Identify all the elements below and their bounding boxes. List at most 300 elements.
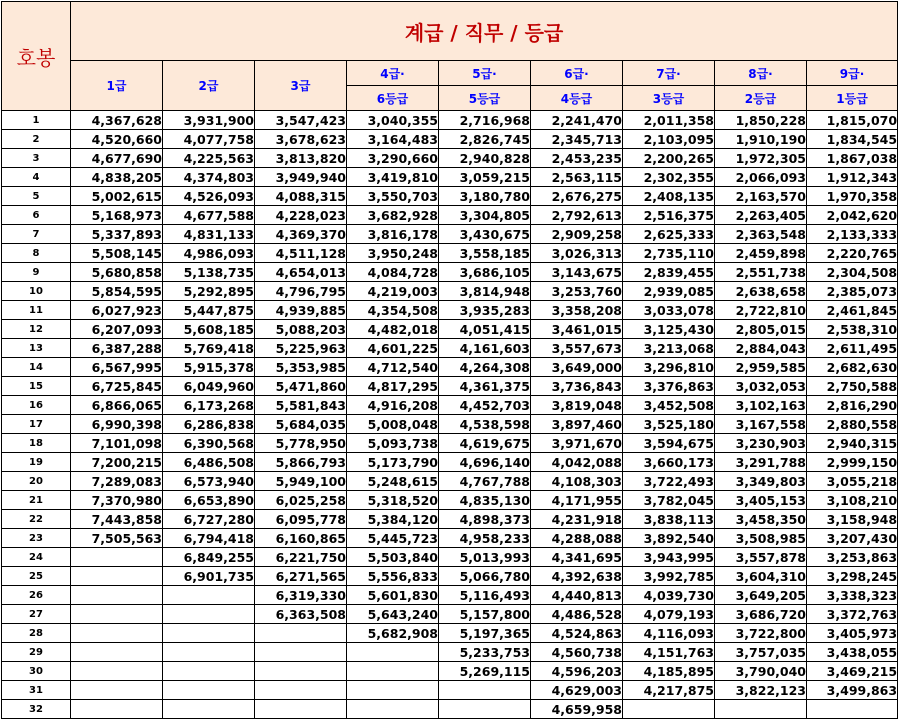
salary-cell: 4,077,758 (163, 130, 255, 149)
salary-cell: 4,264,308 (439, 358, 531, 377)
salary-cell: 4,629,003 (531, 681, 623, 700)
salary-cell: 3,376,863 (623, 377, 715, 396)
salary-cell: 6,653,890 (163, 491, 255, 510)
salary-cell: 3,125,430 (623, 320, 715, 339)
salary-cell: 4,367,628 (71, 111, 163, 130)
hobong-cell: 26 (2, 586, 71, 605)
table-row (2, 377, 898, 396)
salary-cell: 3,055,218 (807, 472, 898, 491)
grade-column-subheader: 6등급 (347, 86, 439, 111)
salary-cell: 5,008,048 (347, 415, 439, 434)
salary-cell: 5,197,365 (439, 624, 531, 643)
salary-cell: 5,445,723 (347, 529, 439, 548)
salary-cell: 4,677,690 (71, 149, 163, 168)
salary-cell (71, 662, 163, 681)
salary-cell: 3,722,493 (623, 472, 715, 491)
salary-cell: 6,849,255 (163, 548, 255, 567)
salary-cell: 3,230,903 (715, 434, 807, 453)
table-row (2, 168, 898, 187)
salary-cell: 4,831,133 (163, 225, 255, 244)
salary-cell (71, 586, 163, 605)
salary-cell: 7,200,215 (71, 453, 163, 472)
salary-cell (71, 567, 163, 586)
table-row (2, 567, 898, 586)
salary-cell: 3,971,670 (531, 434, 623, 453)
salary-cell: 3,550,703 (347, 187, 439, 206)
salary-cell: 3,207,430 (807, 529, 898, 548)
salary-cell (71, 624, 163, 643)
salary-cell: 4,374,803 (163, 168, 255, 187)
salary-cell: 6,095,778 (255, 510, 347, 529)
salary-cell: 4,225,563 (163, 149, 255, 168)
salary-cell: 4,835,130 (439, 491, 531, 510)
salary-cell: 2,538,310 (807, 320, 898, 339)
salary-cell: 1,867,038 (807, 149, 898, 168)
salary-cell: 4,228,023 (255, 206, 347, 225)
salary-cell: 2,516,375 (623, 206, 715, 225)
salary-cell (163, 700, 255, 719)
grade-column-header: 8급· (715, 61, 807, 86)
grade-column-subheader: 4등급 (531, 86, 623, 111)
table-row (2, 149, 898, 168)
hobong-cell: 6 (2, 206, 71, 225)
salary-cell: 4,171,955 (531, 491, 623, 510)
hobong-cell: 28 (2, 624, 71, 643)
salary-cell: 3,180,780 (439, 187, 531, 206)
salary-cell: 3,949,940 (255, 168, 347, 187)
salary-cell: 4,520,660 (71, 130, 163, 149)
salary-cell (163, 643, 255, 662)
salary-cell: 2,363,548 (715, 225, 807, 244)
salary-cell: 3,164,483 (347, 130, 439, 149)
hobong-cell: 25 (2, 567, 71, 586)
salary-cell: 5,138,735 (163, 263, 255, 282)
hobong-cell: 5 (2, 187, 71, 206)
salary-cell: 2,792,613 (531, 206, 623, 225)
salary-cell: 2,959,585 (715, 358, 807, 377)
table-row (2, 111, 898, 130)
salary-cell: 2,453,235 (531, 149, 623, 168)
hobong-cell: 32 (2, 700, 71, 719)
table-row (2, 453, 898, 472)
salary-cell: 1,850,228 (715, 111, 807, 130)
salary-cell: 6,573,940 (163, 472, 255, 491)
salary-cell: 5,173,790 (347, 453, 439, 472)
salary-cell: 1,970,358 (807, 187, 898, 206)
salary-cell: 6,486,508 (163, 453, 255, 472)
salary-cell: 3,143,675 (531, 263, 623, 282)
hobong-cell: 27 (2, 605, 71, 624)
salary-cell (439, 681, 531, 700)
salary-cell: 4,185,895 (623, 662, 715, 681)
salary-cell: 3,298,245 (807, 567, 898, 586)
salary-cell (163, 586, 255, 605)
table-row (2, 548, 898, 567)
grade-column-subheader: 5등급 (439, 86, 531, 111)
salary-cell: 5,680,858 (71, 263, 163, 282)
salary-cell: 3,108,210 (807, 491, 898, 510)
table-row (2, 643, 898, 662)
salary-cell: 1,972,305 (715, 149, 807, 168)
salary-cell: 3,499,863 (807, 681, 898, 700)
table-header (2, 2, 898, 111)
salary-cell: 5,684,035 (255, 415, 347, 434)
salary-cell: 5,556,833 (347, 567, 439, 586)
salary-cell: 4,219,003 (347, 282, 439, 301)
salary-cell: 5,318,520 (347, 491, 439, 510)
salary-cell: 3,822,123 (715, 681, 807, 700)
salary-cell: 2,133,333 (807, 225, 898, 244)
salary-cell: 6,866,065 (71, 396, 163, 415)
grade-column-header: 4급· (347, 61, 439, 86)
salary-cell: 3,167,558 (715, 415, 807, 434)
salary-cell: 2,722,810 (715, 301, 807, 320)
salary-cell: 2,163,570 (715, 187, 807, 206)
table-row (2, 282, 898, 301)
grade-column-header: 3급 (255, 61, 347, 111)
salary-cell: 4,440,813 (531, 586, 623, 605)
table-row (2, 434, 898, 453)
salary-cell: 3,892,540 (623, 529, 715, 548)
salary-cell: 4,654,013 (255, 263, 347, 282)
salary-cell: 4,796,795 (255, 282, 347, 301)
salary-cell: 2,200,265 (623, 149, 715, 168)
hobong-cell: 16 (2, 396, 71, 415)
salary-cell: 3,547,423 (255, 111, 347, 130)
salary-cell: 3,722,800 (715, 624, 807, 643)
salary-cell: 4,538,598 (439, 415, 531, 434)
salary-cell: 4,161,603 (439, 339, 531, 358)
salary-cell: 4,354,508 (347, 301, 439, 320)
hobong-cell: 20 (2, 472, 71, 491)
salary-cell: 5,447,875 (163, 301, 255, 320)
salary-cell: 2,880,558 (807, 415, 898, 434)
salary-cell: 5,157,800 (439, 605, 531, 624)
salary-cell: 5,769,418 (163, 339, 255, 358)
salary-cell: 4,116,093 (623, 624, 715, 643)
salary-cell: 2,625,333 (623, 225, 715, 244)
salary-cell: 5,854,595 (71, 282, 163, 301)
salary-cell: 5,643,240 (347, 605, 439, 624)
grade-column-header: 5급· (439, 61, 531, 86)
salary-cell: 4,712,540 (347, 358, 439, 377)
hobong-cell: 19 (2, 453, 71, 472)
salary-cell: 3,604,310 (715, 567, 807, 586)
salary-cell: 2,805,015 (715, 320, 807, 339)
salary-cell: 5,682,908 (347, 624, 439, 643)
salary-cell: 2,011,358 (623, 111, 715, 130)
salary-cell (623, 700, 715, 719)
salary-cell: 2,816,290 (807, 396, 898, 415)
salary-cell: 4,986,093 (163, 244, 255, 263)
salary-cell: 4,217,875 (623, 681, 715, 700)
salary-cell: 3,040,355 (347, 111, 439, 130)
salary-cell (255, 624, 347, 643)
salary-cell: 3,452,508 (623, 396, 715, 415)
salary-cell: 5,608,185 (163, 320, 255, 339)
hobong-cell: 1 (2, 111, 71, 130)
salary-cell (347, 681, 439, 700)
grade-column-header: 9급· (807, 61, 898, 86)
salary-cell: 4,088,315 (255, 187, 347, 206)
salary-cell: 3,291,788 (715, 453, 807, 472)
salary-cell: 5,601,830 (347, 586, 439, 605)
salary-cell: 4,084,728 (347, 263, 439, 282)
salary-cell: 5,225,963 (255, 339, 347, 358)
salary-cell: 5,866,793 (255, 453, 347, 472)
salary-cell: 5,013,993 (439, 548, 531, 567)
salary-cell: 4,042,088 (531, 453, 623, 472)
salary-cell: 3,469,215 (807, 662, 898, 681)
grade-column-header: 1급 (71, 61, 163, 111)
grade-column-header: 2급 (163, 61, 255, 111)
salary-cell: 5,292,895 (163, 282, 255, 301)
salary-cell: 3,372,763 (807, 605, 898, 624)
salary-cell: 4,486,528 (531, 605, 623, 624)
salary-cell: 3,557,673 (531, 339, 623, 358)
salary-cell: 4,482,018 (347, 320, 439, 339)
salary-cell: 2,939,085 (623, 282, 715, 301)
salary-cell: 2,304,508 (807, 263, 898, 282)
table-row (2, 187, 898, 206)
salary-cell: 6,319,330 (255, 586, 347, 605)
salary-cell: 2,750,588 (807, 377, 898, 396)
salary-cell: 2,241,470 (531, 111, 623, 130)
grade-column-header: 7급· (623, 61, 715, 86)
salary-cell: 3,438,055 (807, 643, 898, 662)
salary-cell: 3,508,985 (715, 529, 807, 548)
salary-cell: 2,066,093 (715, 168, 807, 187)
salary-cell: 5,088,203 (255, 320, 347, 339)
salary-cell: 4,838,205 (71, 168, 163, 187)
salary-cell: 7,101,098 (71, 434, 163, 453)
salary-cell: 2,461,845 (807, 301, 898, 320)
hobong-cell: 3 (2, 149, 71, 168)
table-row (2, 529, 898, 548)
hobong-cell: 10 (2, 282, 71, 301)
salary-cell: 3,660,173 (623, 453, 715, 472)
salary-cell: 6,025,258 (255, 491, 347, 510)
salary-cell: 5,353,985 (255, 358, 347, 377)
salary-cell: 5,233,753 (439, 643, 531, 662)
salary-cell: 2,909,258 (531, 225, 623, 244)
salary-cell: 2,735,110 (623, 244, 715, 263)
salary-cell: 4,601,225 (347, 339, 439, 358)
salary-cell: 6,049,960 (163, 377, 255, 396)
salary-cell: 2,385,073 (807, 282, 898, 301)
salary-cell: 2,263,405 (715, 206, 807, 225)
table-row (2, 301, 898, 320)
salary-cell: 4,392,638 (531, 567, 623, 586)
salary-cell: 3,736,843 (531, 377, 623, 396)
salary-cell: 3,213,068 (623, 339, 715, 358)
hobong-cell: 18 (2, 434, 71, 453)
hobong-cell: 24 (2, 548, 71, 567)
salary-cell: 3,458,350 (715, 510, 807, 529)
salary-cell: 3,678,623 (255, 130, 347, 149)
salary-cell: 3,649,205 (715, 586, 807, 605)
salary-cell: 4,079,193 (623, 605, 715, 624)
salary-cell (163, 662, 255, 681)
salary-cell: 1,834,545 (807, 130, 898, 149)
hobong-cell: 23 (2, 529, 71, 548)
salary-cell: 5,248,615 (347, 472, 439, 491)
hobong-cell: 14 (2, 358, 71, 377)
salary-cell (71, 605, 163, 624)
salary-cell: 4,288,088 (531, 529, 623, 548)
table-row (2, 681, 898, 700)
salary-cell: 3,686,105 (439, 263, 531, 282)
salary-cell: 4,916,208 (347, 396, 439, 415)
salary-cell: 3,931,900 (163, 111, 255, 130)
salary-cell: 5,949,100 (255, 472, 347, 491)
salary-cell: 4,231,918 (531, 510, 623, 529)
salary-cell: 2,884,043 (715, 339, 807, 358)
salary-cell: 3,757,035 (715, 643, 807, 662)
salary-cell (347, 662, 439, 681)
salary-cell (255, 700, 347, 719)
grade-column-subheader: 3등급 (623, 86, 715, 111)
table-row (2, 415, 898, 434)
grade-column-subheader: 1등급 (807, 86, 898, 111)
salary-cell: 5,093,738 (347, 434, 439, 453)
hobong-cell: 31 (2, 681, 71, 700)
salary-cell (807, 700, 898, 719)
salary-cell: 6,387,288 (71, 339, 163, 358)
table-row (2, 130, 898, 149)
salary-cell: 5,337,893 (71, 225, 163, 244)
salary-cell: 2,716,968 (439, 111, 531, 130)
salary-cell: 4,039,730 (623, 586, 715, 605)
hobong-header: 호봉 (2, 2, 71, 111)
table-row (2, 700, 898, 719)
hobong-cell: 7 (2, 225, 71, 244)
salary-cell: 5,915,378 (163, 358, 255, 377)
salary-cell: 4,659,958 (531, 700, 623, 719)
salary-cell (255, 662, 347, 681)
salary-cell: 4,511,128 (255, 244, 347, 263)
salary-cell: 4,898,373 (439, 510, 531, 529)
salary-cell: 3,033,078 (623, 301, 715, 320)
salary-cell: 3,026,313 (531, 244, 623, 263)
salary-cell: 3,686,720 (715, 605, 807, 624)
salary-cell: 3,813,820 (255, 149, 347, 168)
salary-cell: 2,042,620 (807, 206, 898, 225)
salary-cell: 3,594,675 (623, 434, 715, 453)
table-row (2, 491, 898, 510)
hobong-cell: 2 (2, 130, 71, 149)
salary-cell: 4,958,233 (439, 529, 531, 548)
salary-cell (347, 700, 439, 719)
salary-cell: 6,271,565 (255, 567, 347, 586)
grade-column-header: 6급· (531, 61, 623, 86)
table-row (2, 586, 898, 605)
salary-cell: 3,405,153 (715, 491, 807, 510)
salary-cell: 6,173,268 (163, 396, 255, 415)
salary-cell: 2,408,135 (623, 187, 715, 206)
salary-cell (715, 700, 807, 719)
salary-cell: 3,992,785 (623, 567, 715, 586)
hobong-cell: 4 (2, 168, 71, 187)
salary-cell: 4,151,763 (623, 643, 715, 662)
salary-cell: 3,253,760 (531, 282, 623, 301)
salary-cell (163, 681, 255, 700)
hobong-cell: 15 (2, 377, 71, 396)
salary-cell: 6,160,865 (255, 529, 347, 548)
hobong-cell: 8 (2, 244, 71, 263)
salary-cell: 2,638,658 (715, 282, 807, 301)
salary-cell: 4,677,588 (163, 206, 255, 225)
salary-cell: 1,815,070 (807, 111, 898, 130)
salary-cell: 2,999,150 (807, 453, 898, 472)
table-row (2, 472, 898, 491)
salary-cell: 2,682,630 (807, 358, 898, 377)
salary-cell: 2,676,275 (531, 187, 623, 206)
salary-cell: 3,950,248 (347, 244, 439, 263)
salary-cell: 6,286,838 (163, 415, 255, 434)
salary-cell: 2,940,315 (807, 434, 898, 453)
salary-cell: 4,361,375 (439, 377, 531, 396)
salary-cell: 2,220,765 (807, 244, 898, 263)
salary-cell: 3,935,283 (439, 301, 531, 320)
salary-cell: 5,503,840 (347, 548, 439, 567)
salary-cell: 6,794,418 (163, 529, 255, 548)
salary-cell: 3,814,948 (439, 282, 531, 301)
salary-cell: 5,269,115 (439, 662, 531, 681)
salary-cell: 5,581,843 (255, 396, 347, 415)
salary-cell: 4,817,295 (347, 377, 439, 396)
salary-cell: 4,108,303 (531, 472, 623, 491)
salary-cell: 4,369,370 (255, 225, 347, 244)
salary-cell (439, 700, 531, 719)
salary-cell: 3,649,000 (531, 358, 623, 377)
salary-cell: 3,059,215 (439, 168, 531, 187)
table-row (2, 358, 898, 377)
salary-cell: 2,826,745 (439, 130, 531, 149)
salary-cell: 1,910,190 (715, 130, 807, 149)
table-row (2, 510, 898, 529)
table-row (2, 605, 898, 624)
salary-cell (163, 624, 255, 643)
salary-cell: 5,002,615 (71, 187, 163, 206)
hobong-cell: 29 (2, 643, 71, 662)
salary-cell: 3,304,805 (439, 206, 531, 225)
salary-cell (163, 605, 255, 624)
salary-cell: 3,102,163 (715, 396, 807, 415)
salary-cell: 4,939,885 (255, 301, 347, 320)
salary-cell: 6,901,735 (163, 567, 255, 586)
salary-cell: 4,524,863 (531, 624, 623, 643)
salary-cell: 4,596,203 (531, 662, 623, 681)
salary-cell (71, 643, 163, 662)
hobong-cell: 17 (2, 415, 71, 434)
salary-cell: 3,897,460 (531, 415, 623, 434)
salary-cell (255, 681, 347, 700)
salary-cell: 3,943,995 (623, 548, 715, 567)
hobong-cell: 21 (2, 491, 71, 510)
table-row (2, 624, 898, 643)
salary-cell: 3,557,878 (715, 548, 807, 567)
salary-cell: 2,551,738 (715, 263, 807, 282)
table-row (2, 339, 898, 358)
salary-cell: 2,563,115 (531, 168, 623, 187)
salary-cell: 2,839,455 (623, 263, 715, 282)
salary-cell: 3,430,675 (439, 225, 531, 244)
salary-cell: 4,696,140 (439, 453, 531, 472)
salary-cell: 3,790,040 (715, 662, 807, 681)
salary-cell (255, 643, 347, 662)
grade-title-header: 계급 / 직무 / 등급 (71, 2, 898, 61)
